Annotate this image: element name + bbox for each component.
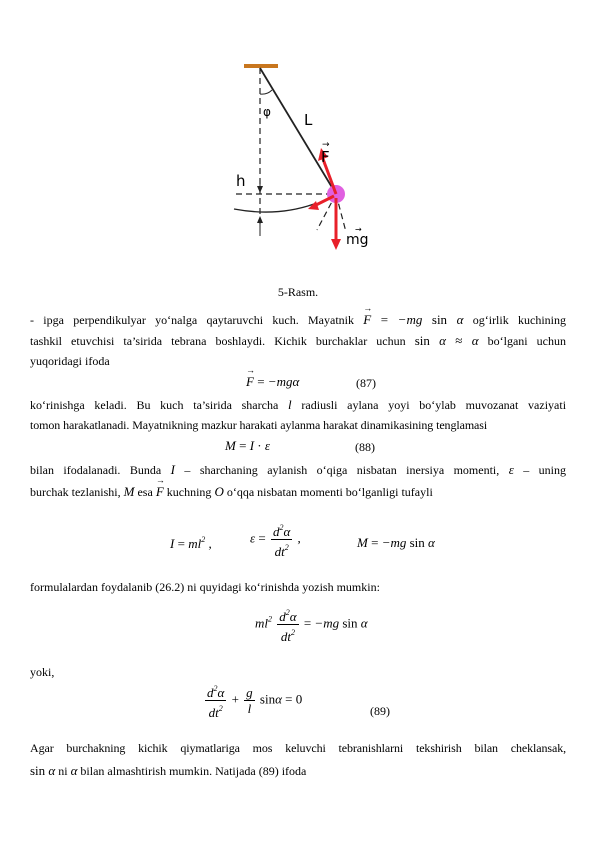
symbol-l: l <box>288 397 292 412</box>
symbol-F-vector: → F <box>156 484 164 499</box>
F-vector-mark: → <box>322 140 330 150</box>
para1-line2 <box>30 333 566 349</box>
para6-line1: Agar burchakning kichik qiymatlariga mos keluvchi tebranishlarni tekshirish bilan cheklansak, <box>30 741 566 755</box>
swing-arc <box>234 204 314 212</box>
para3-text-c: – uning <box>523 463 567 477</box>
para1-text-b: og‘irlik kuchining <box>472 313 567 327</box>
figure-caption: 5-Rasm. <box>277 285 319 299</box>
formula-M-def: M = −mg sin α <box>357 535 435 550</box>
equation-87: → F = −mgα <box>246 374 299 390</box>
F-label: F <box>321 148 330 166</box>
symbol-O: O <box>214 484 224 499</box>
pendulum-figure <box>222 58 372 253</box>
para6-text-b: ni <box>58 764 68 778</box>
para1-text-d: bo‘lgani uchun <box>487 334 567 348</box>
para2-text-b: radiusli aylana yoyi bo‘ylab muvozanat vaziyati <box>301 398 567 412</box>
formula-sin-approx: sin α ≈ α <box>414 333 479 348</box>
formula-sin-alpha: sin α <box>30 763 56 778</box>
mg-vector-mark: → <box>355 225 362 234</box>
symbol-epsilon: ε <box>508 462 514 477</box>
symbol-M: M <box>123 484 135 499</box>
mg-label: mg <box>346 232 369 248</box>
para1-line3: yuqoridagi ifoda <box>30 354 110 368</box>
string-L <box>260 68 336 194</box>
para3-text-e: esa <box>137 485 153 499</box>
formula-I-ml2: $I = ml^2$ , <box>170 535 212 551</box>
para6-line2 <box>30 763 566 779</box>
h-label: h <box>236 172 246 190</box>
phi-arc <box>260 90 272 94</box>
equation-88-number: (88) <box>355 440 375 454</box>
L-label: L <box>304 111 313 129</box>
para5: yoki, <box>30 665 55 679</box>
para3-line1 <box>30 462 566 478</box>
para2-line2: tomon harakatlanadi. Mayatnikning mazkur harakati aylanma harakat dinamikasining tenglamasi <box>30 418 488 432</box>
equation-88: M = I · ε <box>225 438 270 453</box>
para1-text-c: tashkil etuvchisi ta’sirida tebrana boshlaydi. Kichik burchaklar uchun <box>30 334 406 348</box>
formula-epsilon-def: ε = $\frac{d^2\alpha}{dt^2}$ , <box>250 520 301 559</box>
para6-text-c: bilan almashtirish mumkin. Natijada (89) ifoda <box>80 764 307 778</box>
para2-line1 <box>30 397 566 413</box>
para3-text-f: kuchning <box>166 485 212 499</box>
formula-F-mg-sin: → F = −mg sin α <box>363 312 463 327</box>
para3-line2 <box>30 484 566 500</box>
para3-text-d: burchak tezlanishi, <box>30 485 121 499</box>
phi-label: φ <box>263 105 271 119</box>
para1-line1 <box>30 312 566 328</box>
para3-text-b: – sharchaning aylanish o‘qiga nisbatan inersiya momenti, <box>184 463 500 477</box>
symbol-alpha: α <box>70 763 78 778</box>
h-arrowhead-down <box>257 186 263 193</box>
para3-text-a: bilan ifodalanadi. Bunda <box>30 463 162 477</box>
para4: formulalardan foydalanib (26.2) ni quyidagi ko‘rinishda yozish mumkin: <box>30 580 380 594</box>
mg-arrowhead <box>331 239 341 250</box>
para3-text-g: o‘qqa nisbatan momenti bo‘lganligi tufayli <box>226 485 433 499</box>
symbol-I: I <box>170 462 175 477</box>
equation-89-number: (89) <box>370 704 390 718</box>
para2-text-a: ko‘rinishga keladi. Bu kuch ta’sirida sharcha <box>30 398 279 412</box>
equation-motion: $ml^2$ $\frac{d^2\alpha}{dt^2}$ = −mg sin α <box>255 605 368 644</box>
h-arrowhead-up <box>257 216 263 223</box>
equation-87-number: (87) <box>356 376 376 390</box>
ceiling-bar <box>244 64 278 68</box>
equation-89: $\frac{d^2\alpha}{dt^2}$ + $\frac{g}{l}$ sinα = 0 <box>203 681 302 720</box>
para1-text-a: - ipga perpendikulyar yo‘nalga qaytaruvchi kuch. Mayatnik <box>30 313 354 327</box>
